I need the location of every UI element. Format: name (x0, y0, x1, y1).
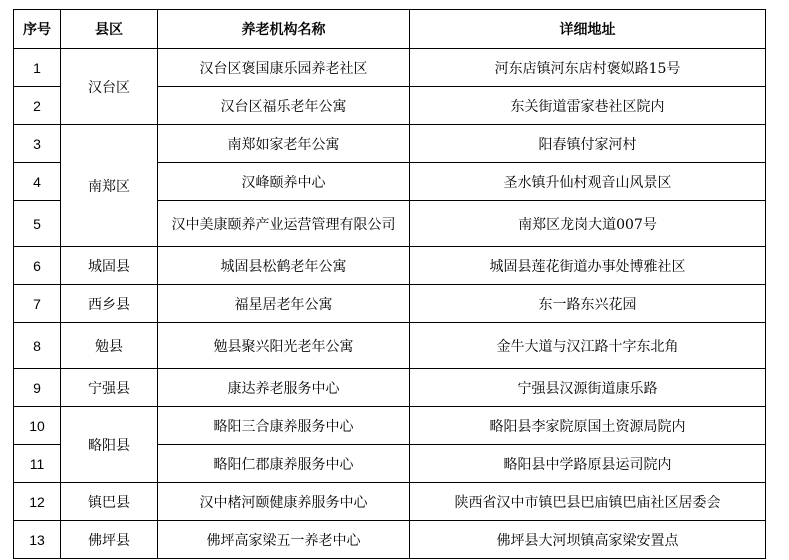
cell-institution-name: 略阳三合康养服务中心 (158, 407, 410, 445)
cell-address: 阳春镇付家河村 (410, 125, 766, 163)
table-row (14, 483, 766, 521)
cell-no: 4 (14, 163, 61, 201)
cell-address: 陕西省汉中市镇巴县巴庙镇巴庙社区居委会 (410, 483, 766, 521)
cell-institution-name: 勉县聚兴阳光老年公寓 (158, 323, 410, 369)
table-row (14, 521, 766, 559)
table-row (14, 407, 766, 445)
table-row (14, 323, 766, 369)
cell-institution-name: 汉峰颐养中心 (158, 163, 410, 201)
cell-no: 9 (14, 369, 61, 407)
cell-no: 6 (14, 247, 61, 285)
cell-address: 佛坪县大河坝镇高家梁安置点 (410, 521, 766, 559)
cell-address: 宁强县汉源街道康乐路 (410, 369, 766, 407)
cell-no: 3 (14, 125, 61, 163)
cell-institution-name: 城固县松鹤老年公寓 (158, 247, 410, 285)
cell-no: 2 (14, 87, 61, 125)
cell-county: 城固县 (61, 247, 158, 285)
cell-county: 汉台区 (61, 49, 158, 125)
table-row (14, 247, 766, 285)
header-no: 序号 (14, 10, 61, 49)
elderly-care-institutions-table (13, 9, 766, 559)
cell-address: 东一路东兴花园 (410, 285, 766, 323)
cell-address: 东关街道雷家巷社区院内 (410, 87, 766, 125)
cell-no: 5 (14, 201, 61, 247)
cell-address: 金牛大道与汉江路十字东北角 (410, 323, 766, 369)
cell-institution-name: 汉台区褒国康乐园养老社区 (158, 49, 410, 87)
header-institution-name: 养老机构名称 (158, 10, 410, 49)
table-row (14, 285, 766, 323)
table-header-row (14, 10, 766, 49)
cell-county: 西乡县 (61, 285, 158, 323)
cell-address: 河东店镇河东店村褒姒路15号 (410, 49, 766, 87)
cell-institution-name: 南郑如家老年公寓 (158, 125, 410, 163)
table-row (14, 49, 766, 87)
cell-county: 略阳县 (61, 407, 158, 483)
cell-county: 佛坪县 (61, 521, 158, 559)
cell-institution-name: 康达养老服务中心 (158, 369, 410, 407)
cell-institution-name: 略阳仁郡康养服务中心 (158, 445, 410, 483)
cell-address: 略阳县李家院原国土资源局院内 (410, 407, 766, 445)
cell-no: 1 (14, 49, 61, 87)
cell-county: 南郑区 (61, 125, 158, 247)
cell-no: 12 (14, 483, 61, 521)
table-row (14, 369, 766, 407)
cell-county: 勉县 (61, 323, 158, 369)
cell-institution-name: 佛坪高家梁五一养老中心 (158, 521, 410, 559)
cell-no: 7 (14, 285, 61, 323)
cell-no: 10 (14, 407, 61, 445)
cell-no: 13 (14, 521, 61, 559)
cell-county: 镇巴县 (61, 483, 158, 521)
table-row (14, 125, 766, 163)
header-county: 县区 (61, 10, 158, 49)
cell-institution-name: 汉台区福乐老年公寓 (158, 87, 410, 125)
header-address: 详细地址 (410, 10, 766, 49)
cell-institution-name: 汉中楮河颐健康养服务中心 (158, 483, 410, 521)
cell-institution-name: 福星居老年公寓 (158, 285, 410, 323)
cell-no: 8 (14, 323, 61, 369)
cell-address: 圣水镇升仙村观音山风景区 (410, 163, 766, 201)
cell-institution-name: 汉中美康颐养产业运营管理有限公司 (158, 201, 410, 247)
cell-address: 略阳县中学路原县运司院内 (410, 445, 766, 483)
cell-county: 宁强县 (61, 369, 158, 407)
cell-address: 南郑区龙岗大道007号 (410, 201, 766, 247)
cell-no: 11 (14, 445, 61, 483)
cell-address: 城固县莲花街道办事处博雅社区 (410, 247, 766, 285)
